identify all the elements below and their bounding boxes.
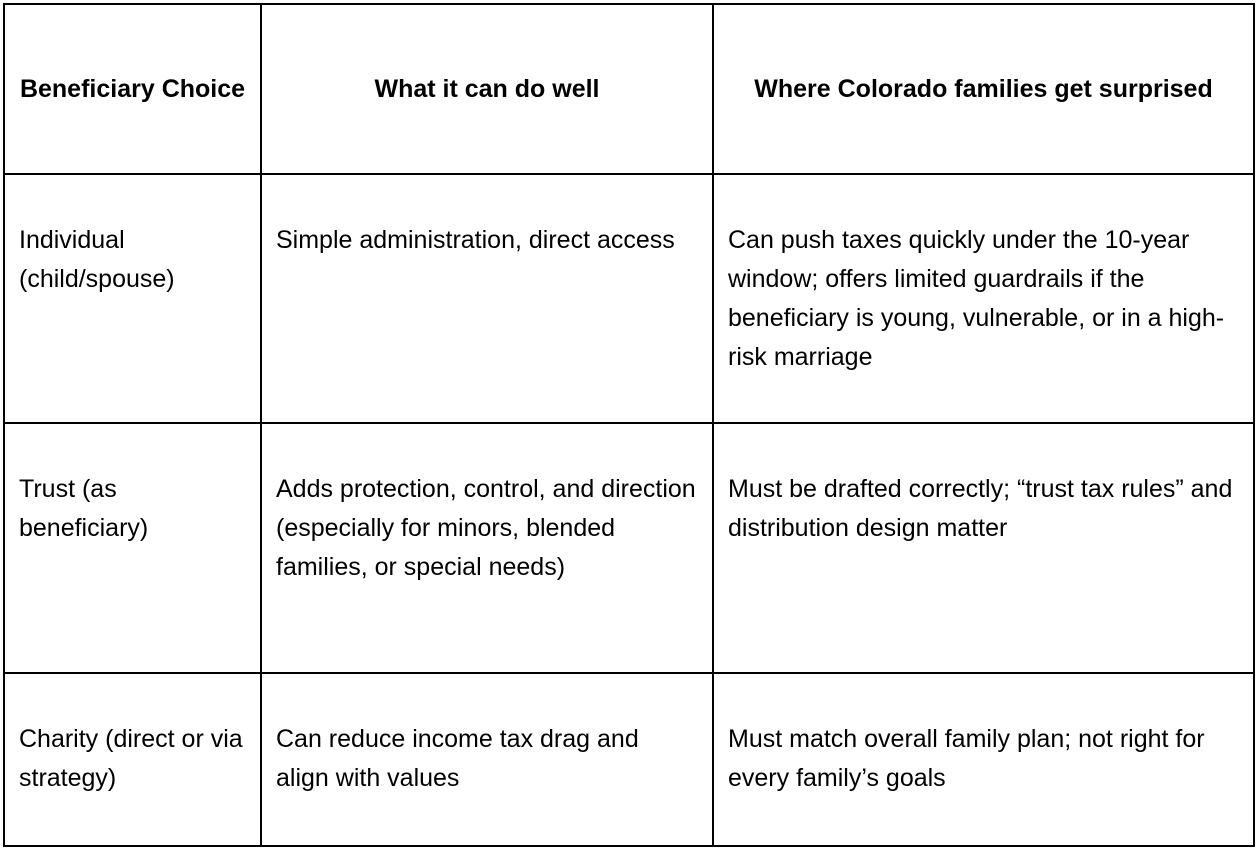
cell-choice: Individual (child/spouse) xyxy=(4,174,261,423)
table-row xyxy=(4,174,1254,423)
header-what-it-can-do-well: What it can do well xyxy=(261,4,713,174)
cell-surprise: Must be drafted correctly; “trust tax rules” and distribution design matter xyxy=(713,423,1254,672)
cell-benefit: Adds protection, control, and direction (especially for minors, blended families, or special needs) xyxy=(261,423,713,672)
header-surprises: Where Colorado families get surprised xyxy=(713,4,1254,174)
cell-benefit: Can reduce income tax drag and align with values xyxy=(261,673,713,846)
cell-surprise: Must match overall family plan; not right for every family’s goals xyxy=(713,673,1254,846)
cell-surprise: Can push taxes quickly under the 10-year window; offers limited guardrails if the beneficiary is young, vulnerable, or in a high-risk marriage xyxy=(713,174,1254,423)
cell-choice: Charity (direct or via strategy) xyxy=(4,673,261,846)
cell-benefit: Simple administration, direct access xyxy=(261,174,713,423)
cell-choice: Trust (as beneficiary) xyxy=(4,423,261,672)
header-row xyxy=(4,4,1254,174)
header-beneficiary-choice: Beneficiary Choice xyxy=(4,4,261,174)
table-row xyxy=(4,423,1254,672)
table-row xyxy=(4,673,1254,846)
beneficiary-comparison-table xyxy=(3,3,1255,847)
